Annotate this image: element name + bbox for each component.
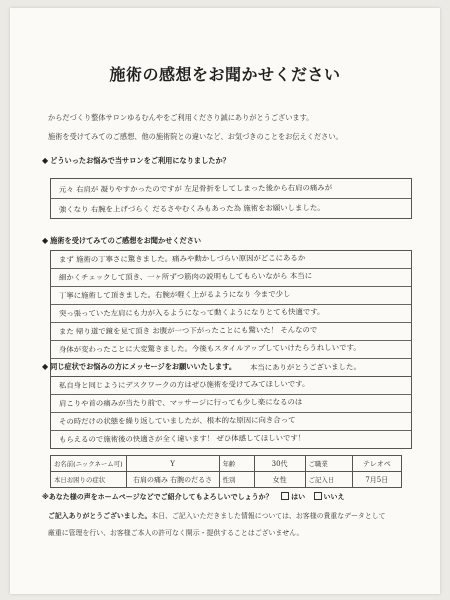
question-3-heading: ◆ 同じ症状でお悩みの方にメッセージをお願いいたします。 bbox=[42, 362, 237, 371]
age-label: 年齢 bbox=[219, 456, 254, 472]
consent-question: ※あなた様の声をホームページなどでご紹介してもよろしいでしょうか？ はい いいえ bbox=[42, 493, 345, 501]
customer-info-table bbox=[50, 455, 402, 488]
sex-value: 女性 bbox=[254, 472, 305, 488]
consent-no-option[interactable]: いいえ bbox=[314, 493, 345, 501]
date-value: 7月5日 bbox=[352, 472, 401, 488]
answer-line: もらえるので施術後の快適さが全く違います！ ぜひ体感してほしいです！ bbox=[58, 433, 306, 445]
question-2-answer-box bbox=[50, 250, 412, 377]
answer-line: 肩こりや首の痛みが当たり前で、マッサージに行っても少し楽になるのは bbox=[51, 395, 411, 413]
name-label: お名前(ニックネーム可) bbox=[51, 456, 127, 472]
date-label: ご記入日 bbox=[305, 472, 352, 488]
intro-text bbox=[48, 108, 408, 146]
diamond-bullet-icon: ◆ bbox=[42, 362, 49, 371]
intro-line: 施術を受けてみてのご感想、他の施術院との違いなど、お気づきのことをお伝えください。 bbox=[48, 132, 343, 141]
symptom-label: 本日お困りの症状 bbox=[51, 472, 127, 488]
answer-line: 突っ張っていた左肩にも力が入るようになって動くようになりとても快適です。 bbox=[51, 305, 411, 323]
diamond-bullet-icon: ◆ bbox=[42, 236, 49, 245]
answer-line: 元々 右肩が 凝りやすかったのですが 左足骨折をしてしまった後から右肩の痛みが bbox=[51, 179, 411, 199]
intro-line: からだづくり整体サロンゆるむんやをご利用くださり誠にありがとうございます。 bbox=[48, 113, 314, 122]
answer-line: また 帰り道で鏡を見て頂き お腹が一つ下がったことにも驚いた！ そんなので bbox=[51, 323, 411, 341]
answer-line: 丁寧に施術して頂きました。右腕が軽く上がるようになり 今まで少し bbox=[51, 287, 411, 305]
answer-line: 私自身と同じようにデスクワークの方はぜひ施術を受けてみてほしいです。 bbox=[51, 377, 411, 395]
thanks-text: ご記入ありがとうございました。 bbox=[48, 512, 152, 520]
privacy-text: 厳重に管理を行い、お客様ご本人の許可なく開示・提供することはございません。 bbox=[48, 529, 304, 537]
page-title: 施術の感想をお聞かせください bbox=[109, 65, 341, 84]
name-value: Y bbox=[126, 456, 219, 472]
sex-label: 性別 bbox=[219, 472, 254, 488]
consent-yes-option[interactable]: はい bbox=[281, 493, 305, 501]
table-row bbox=[51, 456, 402, 472]
answer-line: 身体が変わったことに大変驚きました。今後もスタイルアップしていけたらうれしいです。 bbox=[51, 341, 411, 359]
job-label: ご職業 bbox=[305, 456, 352, 472]
privacy-note bbox=[48, 508, 418, 542]
closing-thanks: 本当にありがとうございました。 bbox=[250, 362, 361, 373]
question-3-answer-box bbox=[50, 376, 412, 449]
answer-line: まず 施術の丁寧さに驚きました。痛みや動かしづらい原因がどこにあるか bbox=[51, 251, 411, 269]
answer-line: 細かくチェックして頂き、一ヶ所ずつ筋肉の説明もしてもらいながら 本当に bbox=[51, 269, 411, 287]
answer-line: その時だけの状態を繰り返していましたが、根本的な原因に向き合って bbox=[51, 413, 411, 431]
table-row bbox=[51, 472, 402, 488]
symptom-value: 右肩の痛み 右腕のだるさ bbox=[126, 472, 219, 488]
checkbox-icon[interactable] bbox=[314, 492, 322, 500]
checkbox-icon[interactable] bbox=[281, 492, 289, 500]
question-1-answer-box bbox=[50, 178, 412, 219]
question-2-heading: ◆ 施術を受けてみてのご感想をお聞かせください bbox=[42, 236, 202, 245]
job-value: テレオペ bbox=[352, 456, 401, 472]
answer-line: 強くなり 右腕を上げづらく だるさやむくみもあった為 施術をお願いしました。 bbox=[58, 203, 325, 215]
diamond-bullet-icon: ◆ bbox=[42, 156, 49, 165]
privacy-text: 本日、ご記入いただきました情報については、お客様の貴重なデータとして bbox=[151, 512, 386, 520]
age-value: 30代 bbox=[254, 456, 305, 472]
question-1-heading: ◆ どういったお悩みで当サロンをご利用になりましたか？ bbox=[42, 156, 230, 165]
